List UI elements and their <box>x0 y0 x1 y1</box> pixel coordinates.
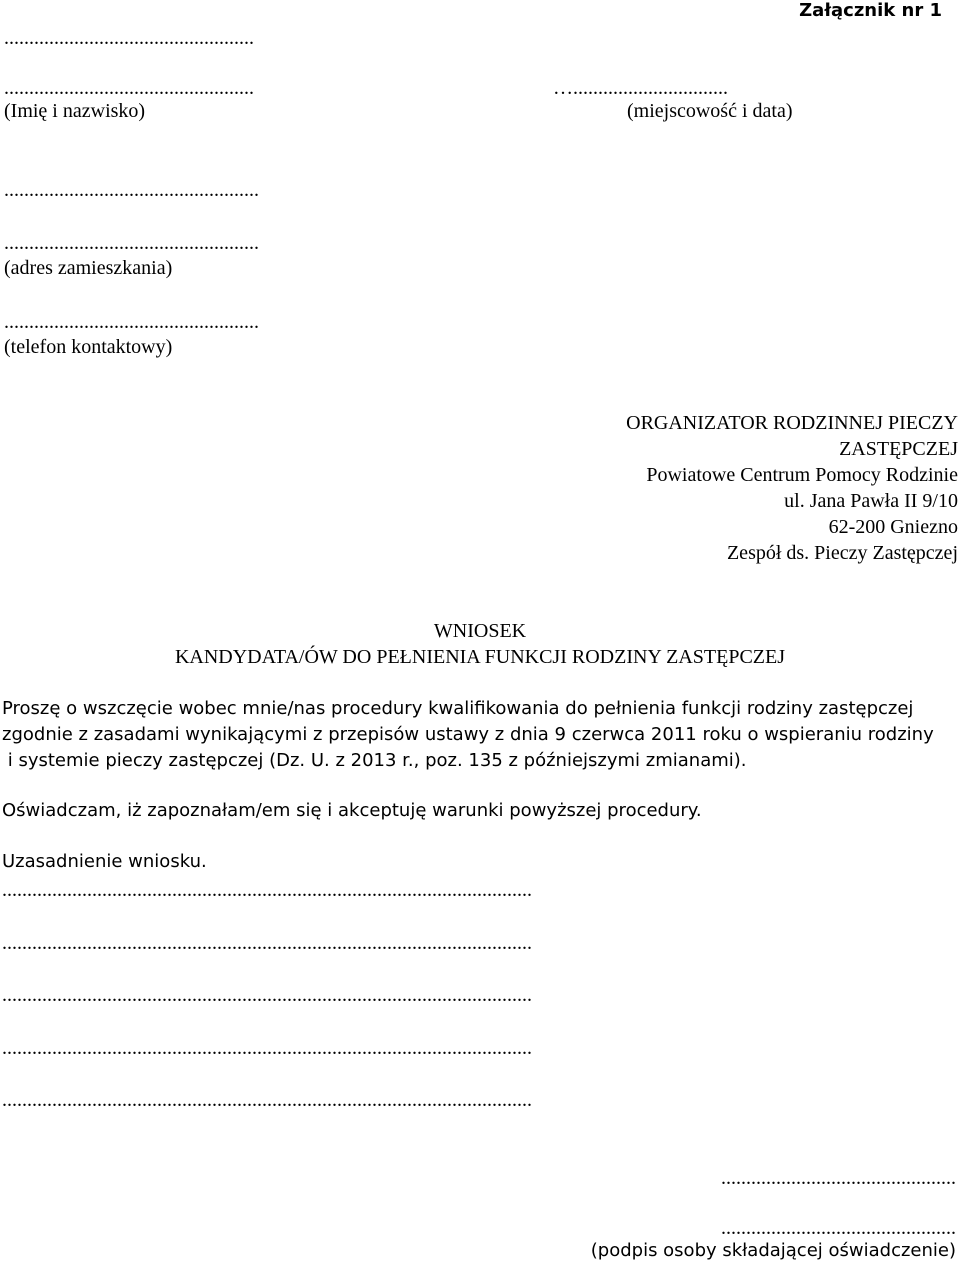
declaration: Oświadczam, iż zapoznałam/em się i akceptuję warunki powyższej procedury. <box>2 800 702 821</box>
address-dots-line-1: ................................................... <box>4 179 259 201</box>
justification-line: .......................................................................................................... <box>2 879 532 901</box>
phone-caption: (telefon kontaktowy) <box>4 336 173 358</box>
name-caption: (Imię i nazwisko) <box>4 100 146 122</box>
justification-line: .......................................................................................................... <box>2 932 532 954</box>
signature-dots-1: ............................................... <box>721 1167 956 1189</box>
request-line-1: Proszę o wszczęcie wobec mnie/nas procedury kwalifikowania do pełnienia funkcji rodziny zastępczej <box>2 698 914 719</box>
justification-line: .......................................................................................................... <box>2 1089 532 1111</box>
name-dots-line-2: .................................................. <box>4 77 254 99</box>
recipient-line-5: 62-200 Gniezno <box>828 516 958 538</box>
address-caption: (adres zamieszkania) <box>4 257 173 279</box>
place-date-dots: …............................... <box>553 77 728 99</box>
signature-dots-2: ............................................... <box>721 1217 956 1239</box>
signature-caption: (podpis osoby składającej oświadczenie) <box>590 1240 956 1261</box>
name-dots-line-1: .................................................. <box>4 27 254 49</box>
recipient-line-6: Zespół ds. Pieczy Zastępczej <box>726 542 958 564</box>
request-line-3: i systemie pieczy zastępczej (Dz. U. z 2013 r., poz. 135 z późniejszymi zmianami). <box>2 750 747 771</box>
justification-line: .......................................................................................................... <box>2 984 532 1006</box>
justification-label: Uzasadnienie wniosku. <box>2 851 207 872</box>
request-line-2: zgodnie z zasadami wynikającymi z przepisów ustawy z dnia 9 czerwca 2011 roku o wspieraniu rodziny <box>2 724 934 745</box>
place-date-caption: (miejscowość i data) <box>627 100 793 122</box>
phone-dots: ................................................... <box>4 311 259 333</box>
recipient-line-1: ORGANIZATOR RODZINNEJ PIECZY <box>626 412 958 434</box>
justification-line: .......................................................................................................... <box>2 1037 532 1059</box>
recipient-line-2: ZASTĘPCZEJ <box>839 438 958 460</box>
document-title: WNIOSEK <box>433 620 527 642</box>
attachment-label: Załącznik nr 1 <box>799 0 942 21</box>
document-subtitle: KANDYDATA/ÓW DO PEŁNIENIA FUNKCJI RODZINY ZASTĘPCZEJ <box>174 646 786 668</box>
recipient-line-3: Powiatowe Centrum Pomocy Rodzinie <box>646 464 958 486</box>
address-dots-line-2: ................................................... <box>4 232 259 254</box>
recipient-line-4: ul. Jana Pawła II 9/10 <box>784 490 958 512</box>
